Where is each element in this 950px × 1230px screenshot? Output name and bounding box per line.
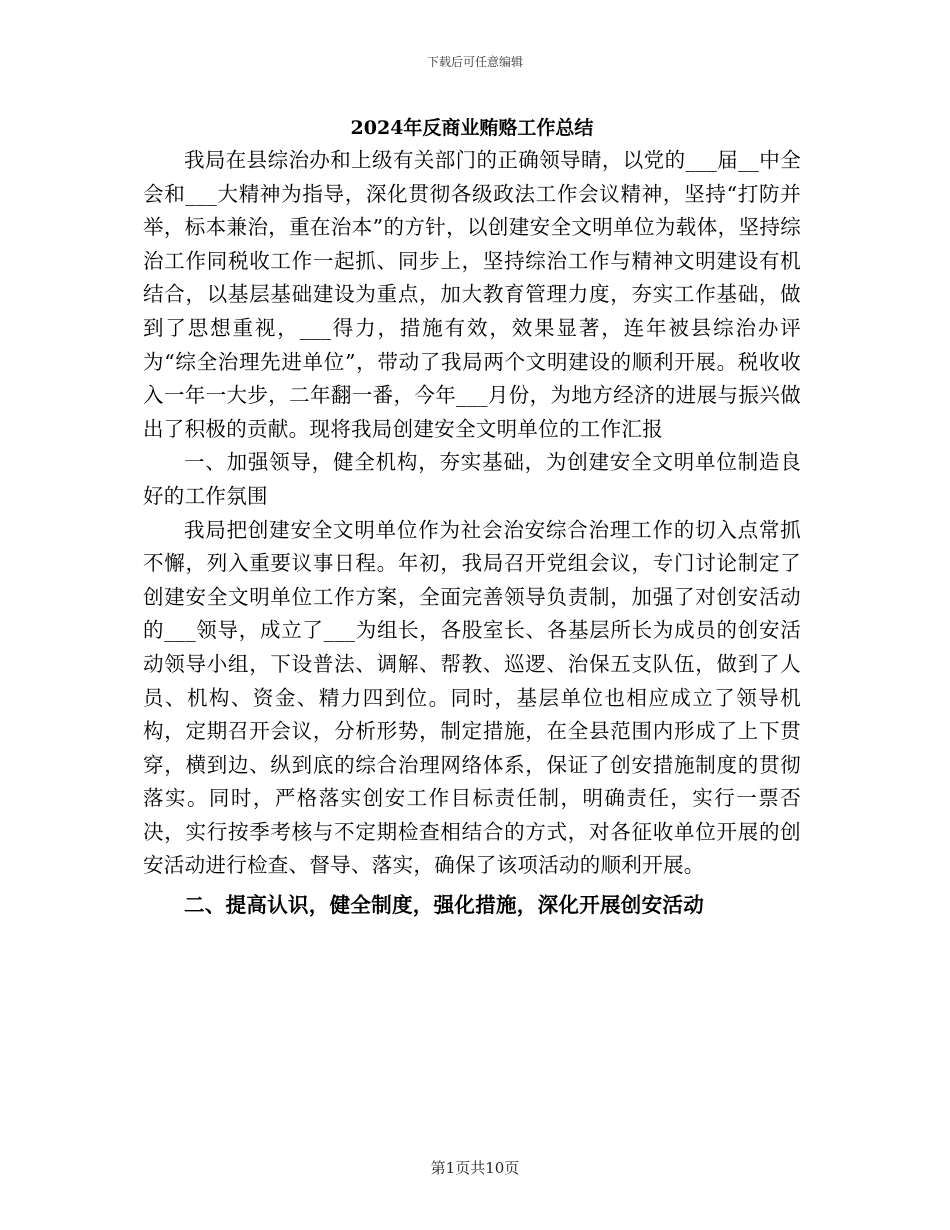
document-body: [143, 112, 801, 923]
paragraph-section-one-body: 我局把创建安全文明单位作为社会治安综合治理工作的切入点常抓不懈，列入重要议事日程。年初，我局召开党组会议，专门讨论制定了创建安全文明单位工作方案，全面完善领导负责制，加强了对创安活动的___领导，成立了___为组长，各股室长、各基层所长为成员的创安活动领导小组，下设普法、调解、帮教、巡逻、治保五支队伍，做到了人员、机构、资金、精力四到位。同时，基层单位也相应成立了领导机构，定期召开会议，分析形势，制定措施，在全县范围内形成了上下贯穿，横到边、纵到底的综合治理网络体系，保证了创安措施制度的贯彻落实。同时，严格落实创安工作目标责任制，明确责任，实行一票否决，实行按季考核与不定期检查相结合的方式，对各征收单位开展的创安活动进行检查、督导、落实，确保了该项活动的顺利开展。: [143, 517, 801, 878]
header-note: 下载后可任意编辑: [426, 55, 523, 69]
section-two-heading: 二、提高认识，健全制度，强化措施，深化开展创安活动: [184, 893, 704, 918]
paragraph-section-one-heading: 一、加强领导，健全机构，夯实基础，为创建安全文明单位制造良好的工作氛围: [143, 450, 801, 508]
paragraph-intro: 我局在县综治办和上级有关部门的正确领导睛，以党的___届__中全会和___大精神为指导，深化贯彻各级政法工作会议精神，坚持“打防并举，标本兼治，重在治本”的方针，以创建安全文明单位为载体，坚持综治工作同税收工作一起抓、同步上，坚持综治工作与精神文明建设有机结合，以基层基础建设为重点，加大教育管理力度，夯实工作基础，做到了思想重视，___得力，措施有效，效果显著，连年被县综治办评为“综全治理先进单位”，带动了我局两个文明建设的顺利开展。税收收入一年一大步，二年翻一番，今年___月份，为地方经济的进展与振兴做出了积极的贡献。现将我局创建安全文明单位的工作汇报: [143, 148, 801, 441]
document-title: 2024年反商业贿赂工作总结: [350, 117, 594, 139]
page-number-footer: 第1页共10页: [430, 1159, 520, 1177]
